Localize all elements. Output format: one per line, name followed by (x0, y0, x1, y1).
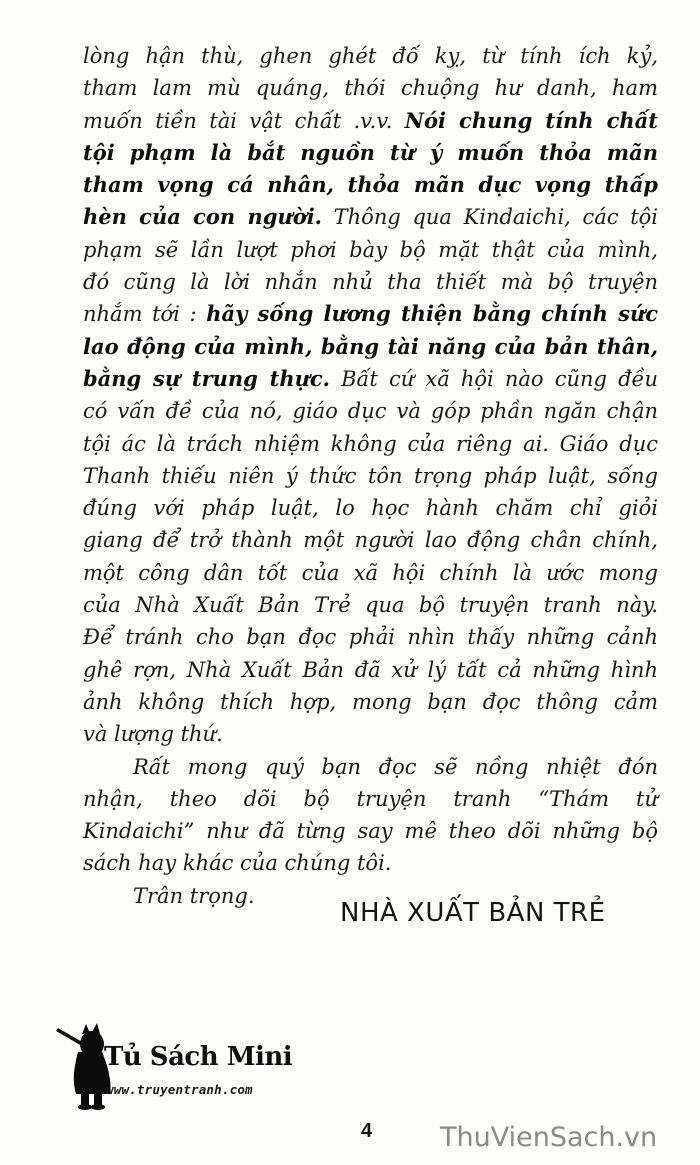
text-line (83, 428, 658, 460)
text-line (83, 589, 658, 621)
text-segment: Thông qua Kindaichi, các tội (322, 205, 658, 230)
text-line (83, 266, 658, 298)
text-segment: Trân trọng. (133, 883, 255, 908)
text-line (83, 363, 658, 395)
publisher-signature: NHÀ XUẤT BẢN TRẺ (340, 898, 606, 928)
text-segment: phạm sẽ lần lượt phơi bày bộ mặt thật của mình, (83, 237, 658, 262)
text-segment: ghê rợn, Nhà Xuất Bản đã xử lý tất cả những hình (83, 657, 658, 682)
watermark: ThuVienSach.vn (440, 1122, 658, 1153)
logo-title: Tủ Sách Mini (104, 1042, 293, 1072)
text-segment: đó cũng là lời nhắn nhủ tha thiết mà bộ truyện (83, 270, 658, 295)
text-line (83, 751, 658, 783)
text-line (83, 298, 658, 330)
bold-text-segment: hèn của con người. (83, 204, 322, 230)
text-segment: và lượng thứ. (83, 722, 223, 747)
text-line (83, 169, 658, 201)
text-line (83, 234, 658, 266)
text-segment: tội ác là trách nhiệm không của riêng ai. Giáo dục (83, 431, 658, 456)
text-line (83, 686, 658, 718)
text-line (83, 718, 658, 750)
text-segment: Bất cứ xã hội nào cũng đều (329, 366, 658, 391)
logo-url: www.truyentranh.com (106, 1082, 253, 1097)
text-line (83, 72, 658, 104)
text-line (83, 201, 658, 233)
text-line (83, 557, 658, 589)
bold-text-segment: bằng sự trung thực. (83, 365, 330, 391)
bold-text-segment: Nói chung tính chất (404, 107, 658, 133)
text-segment: tham lam mù quáng, thói chuộng hư danh, ham (83, 76, 658, 101)
text-line (83, 40, 658, 72)
page-number: 4 (361, 1120, 373, 1142)
text-segment: lòng hận thù, ghen ghét đố kỵ, từ tính ích kỷ, (83, 44, 658, 68)
text-segment: Rất mong quý bạn đọc sẽ nồng nhiệt đón (133, 754, 658, 779)
text-segment: Kindaichi” như đã từng say mê theo dõi những bộ (83, 819, 658, 844)
text-line (83, 460, 658, 492)
text-segment: nhận, theo dõi bộ truyện tranh “Thám tử (83, 786, 658, 811)
text-line (83, 137, 658, 169)
text-segment: ảnh không thích hợp, mong bạn đọc thông cảm (83, 689, 658, 714)
text-line (83, 815, 658, 847)
bold-text-segment: lao động của mình, bằng tài năng của bản thân, (83, 333, 658, 359)
bold-text-segment: hãy sống lương thiện bằng chính sức (206, 301, 658, 327)
bold-text-segment: tội phạm là bắt nguồn từ ý muốn thỏa mãn (83, 139, 658, 165)
text-segment: sách hay khác của chúng tôi. (83, 851, 392, 876)
text-line (83, 524, 658, 556)
text-line (83, 105, 658, 137)
text-line (83, 847, 658, 879)
text-line (83, 621, 658, 653)
silhouette-figure-icon (56, 1023, 111, 1110)
text-line (83, 331, 658, 363)
text-segment: của Nhà Xuất Bản Trẻ qua bộ truyện tranh này. (83, 593, 658, 618)
preface-text (83, 40, 658, 912)
text-segment: nhắm tới : (83, 302, 207, 327)
text-line (83, 492, 658, 524)
text-segment: giang để trở thành một người lao động chân chính, (83, 528, 658, 553)
text-segment: đúng với pháp luật, lo học hành chăm chỉ giỏi (83, 496, 658, 521)
text-segment: Thanh thiếu niên ý thức tôn trọng pháp luật, sống (83, 463, 658, 488)
text-line (83, 395, 658, 427)
text-segment: một công dân tốt của xã hội chính là ước mong (83, 560, 658, 585)
text-segment: muốn tiền tài vật chất .v.v. (83, 108, 405, 133)
bold-text-segment: tham vọng cá nhân, thỏa mãn dục vọng thấp (83, 172, 658, 198)
text-line (83, 654, 658, 686)
text-line (83, 783, 658, 815)
text-segment: có vấn đề của nó, giáo dục và góp phần ngăn chận (83, 399, 658, 424)
text-segment: Để tránh cho bạn đọc phải nhìn thấy những cảnh (83, 625, 658, 650)
